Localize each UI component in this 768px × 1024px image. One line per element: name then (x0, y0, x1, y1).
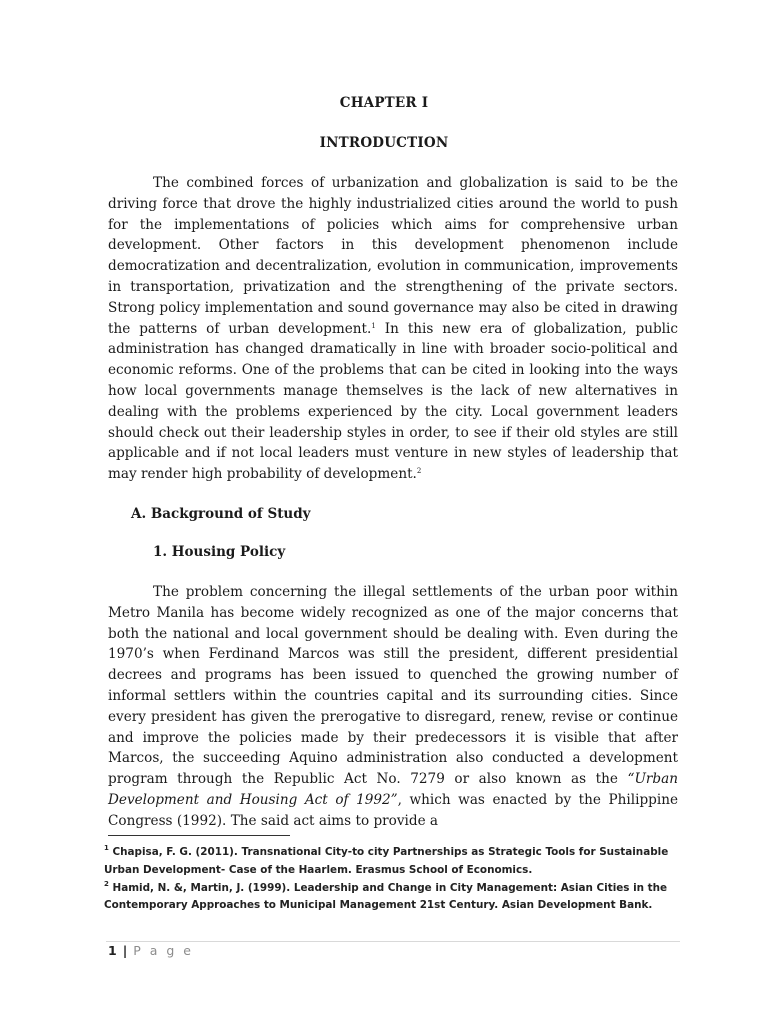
footnote-1-marker: 1 (104, 844, 109, 852)
section-a-heading: A. Background of Study (131, 506, 311, 522)
footer-separator: | (122, 943, 128, 958)
subsection-1-heading: 1. Housing Policy (153, 544, 286, 560)
page-label: P a g e (133, 943, 194, 958)
footnotes (104, 844, 682, 915)
footnote-2 (104, 880, 682, 916)
chapter-title: INTRODUCTION (319, 135, 449, 151)
housing-policy-paragraph (108, 582, 678, 832)
footer-divider (106, 941, 680, 942)
chapter-number: CHAPTER I (339, 95, 429, 111)
footnote-2-marker: 2 (104, 879, 109, 888)
footnote-separator (108, 835, 290, 836)
intro-text-part-2: In this new era of globalization, public administration has changed dramatically in line with broader socio-political and economic reforms. One of the problems that can be cited in looking into the ways how local governments manage themselves is the lack of new alternatives in dealing with the problems experienced by the city. Local government leaders should check out their leadership styles in order, to see if their old styles are still applicable and if not local leaders must venture in new styles of leadership that may render high probability of development. (108, 320, 678, 483)
act-title: “Urban Development and Housing Act of 1992” (108, 771, 678, 808)
footnote-ref-1: 1 (371, 321, 376, 330)
housing-text-part-1: The problem concerning the illegal settlements of the urban poor within Metro Manila has become widely recognized as one of the major concerns that both the national and local government should be dealing with. Even during the 1970’s when Ferdinand Marcos was still the president, different presidential decrees and programs has been issued to quenched the growing number of informal settlers within the countries capital and its surrounding cities. Since every president has given the prerogative to disregard, renew, revise or continue and improve the policies made by their predecessors it is visible that after Marcos, the succeeding Aquino administration also conducted a development program through the Republic Act No. 7279 or also known as the (108, 584, 678, 788)
page-footer (108, 943, 194, 958)
footnote-ref-2: 2 (416, 467, 422, 476)
footnote-1-text: Chapisa, F. G. (2011). Transnational City-to city Partnerships as Strategic Tools for Sustainable Urban Development- Case of the Haarlem. Erasmus School of Economics. (104, 846, 669, 876)
footnote-1 (104, 844, 682, 880)
housing-text-part-2: , which was enacted by the Philippine Congress (1992). The said act aims to provide a (108, 791, 679, 829)
intro-text-part-1: The combined forces of urbanization and globalization is said to be the driving force that drove the highly industrialized cities around the world to push for the implementations of policies which aims for comprehensive urban development. Other factors in this development phenomenon include democratization and decentralization, evolution in communication, improvements in transportation, privatization and the strengthening of the private sectors. Strong policy implementation and sound governance may also be cited in drawing the patterns of urban development. (108, 175, 678, 337)
intro-paragraph (108, 173, 678, 485)
page-number: 1 (108, 943, 117, 958)
footnote-2-text: Hamid, N. &, Martin, J. (1999). Leadership and Change in City Management: Asian Cities in the Contemporary Approaches to Municipal Management 21st Century. Asian Development Bank. (104, 881, 668, 912)
